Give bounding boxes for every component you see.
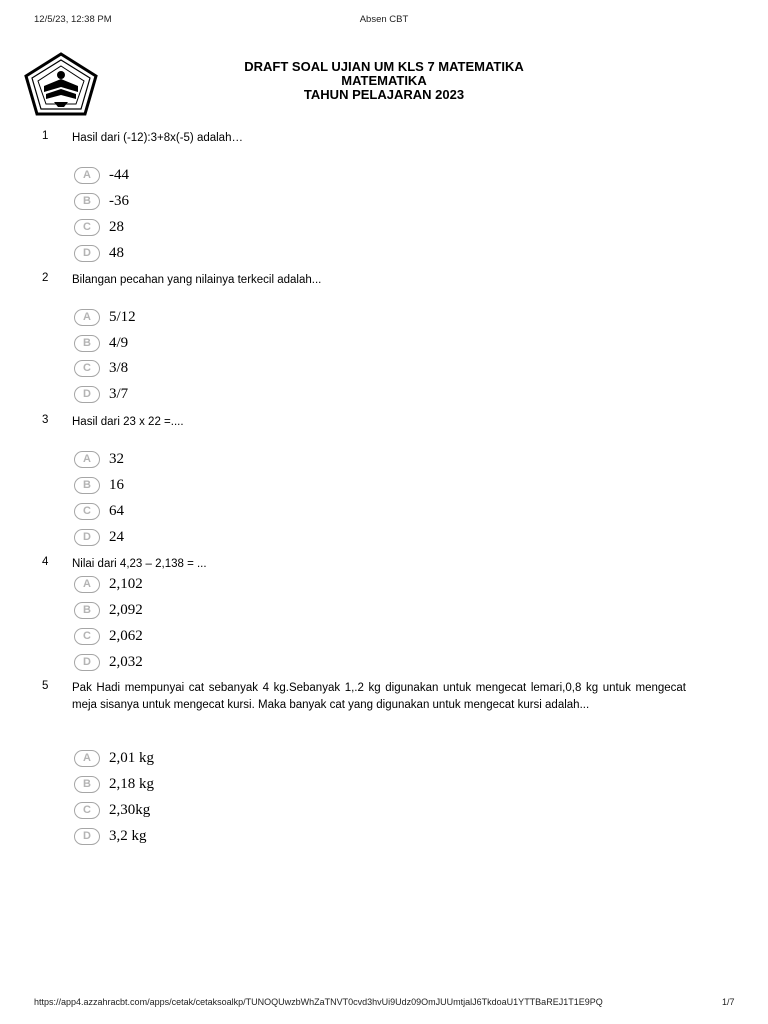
answer-option-b[interactable] xyxy=(74,333,128,353)
answer-option-c[interactable] xyxy=(74,501,124,521)
option-text: 2,30kg xyxy=(109,801,151,818)
answer-option-b[interactable] xyxy=(74,600,143,620)
answer-option-a[interactable] xyxy=(74,307,136,327)
option-text: 32 xyxy=(109,450,124,467)
answer-option-d[interactable] xyxy=(74,652,143,672)
question-number: 4 xyxy=(42,556,49,568)
option-text: 3,2 kg xyxy=(109,827,147,844)
question-text: Nilai dari 4,23 – 2,138 = ... xyxy=(72,558,207,570)
option-letter-badge: B xyxy=(74,776,100,793)
option-letter-badge: D xyxy=(74,654,100,671)
answer-option-c[interactable] xyxy=(74,626,143,646)
answer-option-b[interactable] xyxy=(74,191,129,211)
answer-option-a[interactable] xyxy=(74,574,143,594)
option-letter-badge: B xyxy=(74,193,100,210)
option-text: 2,01 kg xyxy=(109,749,154,766)
document-title xyxy=(0,60,768,102)
answer-option-d[interactable] xyxy=(74,243,124,263)
question-number: 2 xyxy=(42,272,49,284)
option-letter-badge: C xyxy=(74,219,100,236)
question-text: Hasil dari 23 x 22 =.... xyxy=(72,416,184,428)
option-text: 2,102 xyxy=(109,575,143,592)
option-text: 2,032 xyxy=(109,653,143,670)
question-text: Hasil dari (-12):3+8x(-5) adalah… xyxy=(72,132,243,144)
title-line-2: MATEMATIKA xyxy=(341,73,427,88)
question-text: Bilangan pecahan yang nilainya terkecil adalah... xyxy=(72,274,322,286)
answer-option-a[interactable] xyxy=(74,449,124,469)
option-letter-badge: C xyxy=(74,802,100,819)
title-line-1: DRAFT SOAL UJIAN UM KLS 7 MATEMATIKA xyxy=(244,59,524,74)
option-letter-badge: D xyxy=(74,828,100,845)
option-letter-badge: D xyxy=(74,386,100,403)
option-letter-badge: A xyxy=(74,167,100,184)
option-text: -36 xyxy=(109,192,129,209)
question-number: 1 xyxy=(42,130,49,142)
answer-option-b[interactable] xyxy=(74,475,124,495)
option-text: 4/9 xyxy=(109,334,129,351)
answer-option-d[interactable] xyxy=(74,384,128,404)
title-line-3: TAHUN PELAJARAN 2023 xyxy=(303,87,465,102)
option-letter-badge: A xyxy=(74,750,100,767)
print-header xyxy=(0,14,768,28)
option-text: 3/7 xyxy=(109,385,129,402)
option-text: 48 xyxy=(109,244,124,261)
answer-option-c[interactable] xyxy=(74,217,124,237)
option-text: -44 xyxy=(109,166,129,183)
option-text: 5/12 xyxy=(109,308,136,325)
option-text: 64 xyxy=(109,502,124,519)
question-number: 3 xyxy=(42,414,49,426)
option-text: 16 xyxy=(109,476,124,493)
answer-option-d[interactable] xyxy=(74,527,124,547)
option-letter-badge: A xyxy=(74,309,100,326)
option-text: 28 xyxy=(109,218,124,235)
option-letter-badge: B xyxy=(74,335,100,352)
print-url: https://app4.azzahracbt.com/apps/cetak/cetaksoalkp/TUNOQUwzbWhZaTNVT0cvd3hvUi9Udz09OmJUUmtjalJ6TkdoaU1YTTBaREJ1T1E9PQ xyxy=(34,997,603,1007)
print-datetime: 12/5/23, 12:38 PM xyxy=(34,14,112,25)
question-text: Pak Hadi mempunyai cat sebanyak 4 kg.Sebanyak 1,.2 kg digunakan untuk mengecat lemari,0,8 kg untuk mengecat meja sisanya untuk mengecat kursi. Maka banyak cat yang digunakan untuk mengecat kursi adalah... xyxy=(72,682,686,711)
question-number: 5 xyxy=(42,680,49,692)
answer-option-b[interactable] xyxy=(74,774,154,794)
option-text: 2,18 kg xyxy=(109,775,154,792)
option-letter-badge: B xyxy=(74,602,100,619)
answer-option-a[interactable] xyxy=(74,165,129,185)
option-letter-badge: C xyxy=(74,360,100,377)
option-letter-badge: D xyxy=(74,529,100,546)
option-letter-badge: D xyxy=(74,245,100,262)
print-app-name: Absen CBT xyxy=(359,14,409,25)
answer-option-d[interactable] xyxy=(74,826,147,846)
option-letter-badge: A xyxy=(74,576,100,593)
option-letter-badge: B xyxy=(74,477,100,494)
option-text: 2,062 xyxy=(109,627,143,644)
option-text: 3/8 xyxy=(109,359,129,376)
answer-option-a[interactable] xyxy=(74,748,154,768)
option-letter-badge: C xyxy=(74,503,100,520)
option-letter-badge: C xyxy=(74,628,100,645)
option-text: 2,092 xyxy=(109,601,143,618)
page-number: 1/7 xyxy=(722,997,735,1007)
answer-option-c[interactable] xyxy=(74,800,150,820)
option-text: 24 xyxy=(109,528,124,545)
option-letter-badge: A xyxy=(74,451,100,468)
answer-option-c[interactable] xyxy=(74,358,128,378)
